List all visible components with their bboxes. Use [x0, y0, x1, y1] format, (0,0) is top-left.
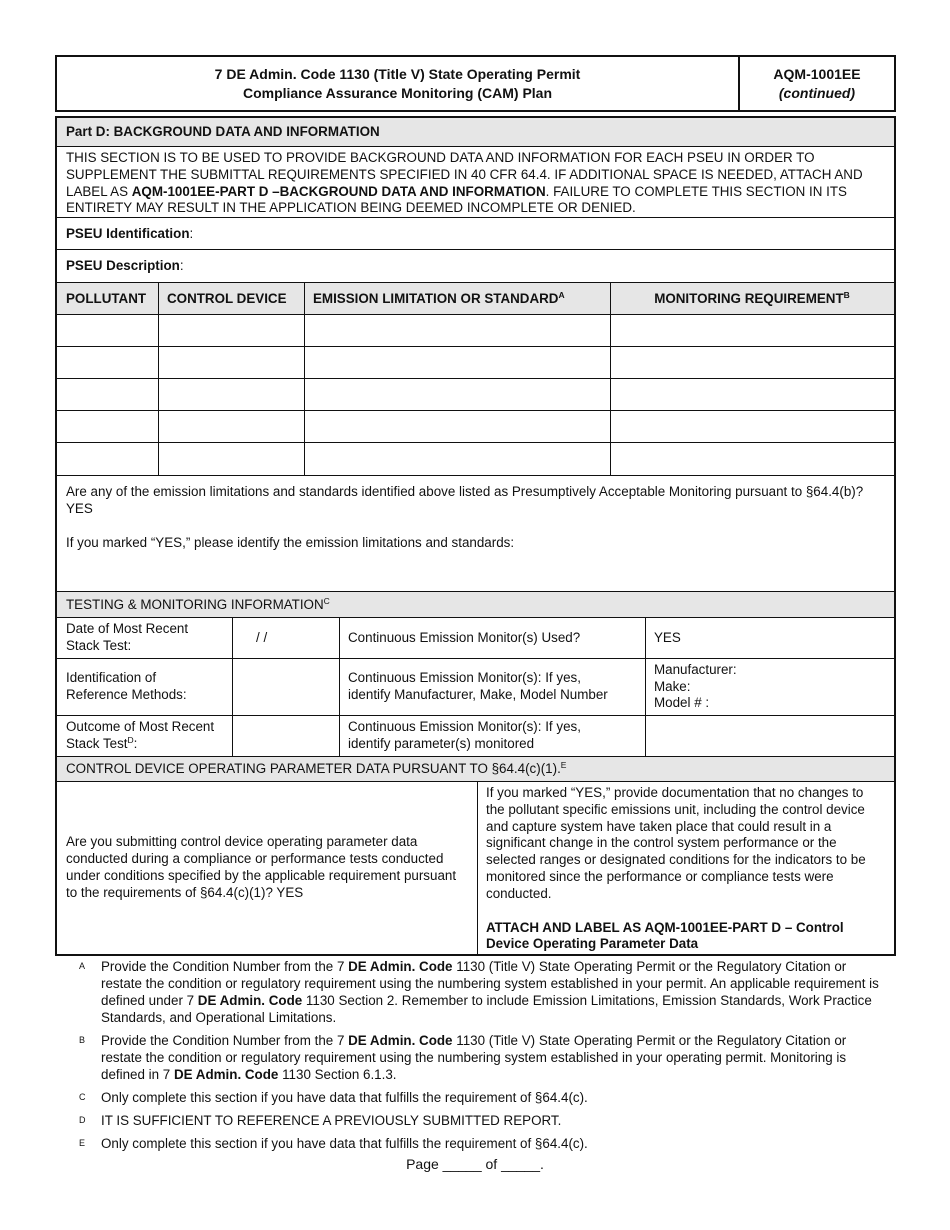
emission-limitation-input[interactable]: [304, 347, 610, 378]
footnote-ref-e: E: [560, 760, 567, 770]
pollutant-input[interactable]: [57, 315, 158, 346]
page-number: Page _____ of _____.: [406, 1156, 544, 1172]
footnote-c-letter: C: [79, 1092, 86, 1102]
pollutant-table-header: [57, 283, 894, 315]
cem-parameters-label-l1: Continuous Emission Monitor(s): If yes,: [348, 719, 581, 735]
stack-test-date-input[interactable]: / /: [256, 629, 268, 645]
footnote-a-text-mid: 1130 (Title V) State Operating Permit or the Regulatory Citation or restate the condition or regulatory requirement using the numbering system established in your permit. An applicable requirement is defined under 7: [101, 959, 879, 1008]
form-header: [55, 55, 896, 112]
footnote-b-code-ref: DE Admin. Code: [348, 1033, 453, 1048]
header-pollutant: [57, 283, 158, 314]
footnote-e: Only complete this section if you have data that fulfills the requirement of §64.4(c).: [101, 1136, 588, 1151]
attach-label-instructions: ATTACH AND LABEL AS AQM-1001EE-PART D – Control Device Operating Parameter Data: [486, 919, 844, 952]
footnote-b-text-end: 1130 Section 6.1.3.: [278, 1067, 397, 1082]
control-device-heading-label: CONTROL DEVICE OPERATING PARAMETER DATA PURSUANT TO §64.4(c)(1).: [66, 761, 561, 776]
footnote-a-code-ref: DE Admin. Code: [348, 959, 453, 974]
emission-limitation-input[interactable]: [304, 315, 610, 346]
footnote-ref-c: C: [323, 596, 330, 606]
footnote-a-letter: A: [79, 961, 86, 971]
monitoring-requirement-input[interactable]: [610, 379, 894, 410]
control-device-heading: [57, 757, 894, 782]
cem-manufacturer-fields: [645, 659, 894, 715]
footnotes: [0, 958, 950, 1218]
footnote-a: [101, 958, 886, 1026]
stack-test-date-row: [57, 618, 894, 659]
footnote-b-code-ref-2: DE Admin. Code: [173, 1067, 279, 1082]
control-device-input[interactable]: [158, 443, 304, 475]
pseu-identification-colon: :: [189, 226, 194, 241]
header-control-device: [158, 283, 304, 314]
reference-methods-label-l1: Identification of: [66, 670, 157, 686]
stack-test-outcome-row: [57, 716, 894, 757]
footnote-ref-d: D: [127, 735, 134, 745]
header-control-device-label: CONTROL DEVICE: [167, 291, 287, 306]
footnote-a-code-ref-2: DE Admin. Code: [197, 993, 303, 1008]
monitoring-requirement-input[interactable]: [610, 315, 894, 346]
manufacturer-field[interactable]: Manufacturer:: [654, 661, 737, 677]
table-row: [57, 443, 894, 476]
footnote-d: IT IS SUFFICIENT TO REFERENCE A PREVIOUSLY SUBMITTED REPORT.: [101, 1113, 562, 1128]
stack-test-outcome-label-l2: Stack Test: [66, 736, 128, 751]
instructions-attach-label: AQM-1001EE-PART D –BACKGROUND DATA AND INFORMATION: [131, 183, 546, 199]
make-field[interactable]: Make:: [654, 678, 691, 694]
cem-manufacturer-label-l1: Continuous Emission Monitor(s): If yes,: [348, 670, 581, 686]
form-continued: (continued): [778, 85, 856, 101]
form-title-line1: 7 DE Admin. Code 1130 (Title V) State Operating Permit: [214, 66, 581, 82]
footnote-a-text: Provide the Condition Number from the 7: [101, 959, 349, 974]
pollutant-input[interactable]: [57, 411, 158, 442]
cem-used-yes[interactable]: YES: [654, 629, 681, 645]
header-emission-limitation-label: EMISSION LIMITATION OR STANDARD: [313, 291, 559, 306]
stack-test-date-label-l2: Stack Test:: [66, 638, 132, 653]
footnote-d-letter: D: [79, 1115, 86, 1125]
stack-test-date-label: [57, 618, 232, 658]
header-pollutant-label: POLLUTANT: [66, 291, 147, 306]
emission-limitation-input[interactable]: [304, 379, 610, 410]
pam-followup[interactable]: If you marked “YES,” please identify the emission limitations and standards:: [66, 534, 515, 550]
pam-question: Are any of the emission limitations and standards identified above listed as Presumptively Acceptable Monitoring pursuant to §64.4(b)? YES: [66, 484, 864, 516]
cem-manufacturer-label-l2: identify Manufacturer, Make, Model Number: [348, 687, 608, 702]
part-d-instructions: [57, 147, 894, 218]
control-device-input[interactable]: [158, 379, 304, 410]
monitoring-requirement-input[interactable]: [610, 443, 894, 475]
header-monitoring-requirement-label: MONITORING REQUIREMENT: [654, 291, 844, 306]
monitoring-requirement-input[interactable]: [610, 411, 894, 442]
emission-limitation-input[interactable]: [304, 411, 610, 442]
footnote-a-text-end: 1130 Section 2. Remember to include Emission Limitations, Emission Standards, Work Practice Standards, and Operational Limitations.: [101, 993, 872, 1025]
part-d-heading: Part D: BACKGROUND DATA AND INFORMATION: [57, 118, 894, 147]
instructions-text-end: . FAILURE TO COMPLETE THIS SECTION IN ITS ENTIRETY MAY RESULT IN THE APPLICATION BEING DEEMED INCOMPLETE OR DENIED.: [66, 183, 847, 216]
footnote-b-text-mid: 1130 (Title V) State Operating Permit or the Regulatory Citation or restate the condition or regulatory requirement using the numbering system established in your operating permit. Monitoring is defined in 7: [101, 1033, 847, 1082]
reference-methods-label: [57, 659, 232, 715]
pseu-description-label: PSEU Description: [66, 258, 180, 273]
reference-methods-label-l2: Reference Methods:: [66, 687, 187, 702]
control-device-input[interactable]: [158, 411, 304, 442]
cem-parameters-label: [339, 716, 645, 756]
control-device-input[interactable]: [158, 315, 304, 346]
pollutant-input[interactable]: [57, 443, 158, 475]
yes-instructions-text: If you marked “YES,” provide documentation that no changes to the pollutant specific emissions unit, including the control device and capture system have taken place that could result in a significant change in the control system performance or the selected ranges or designated conditions for the indicators to be monitored since the performance or compliance tests were conducted.: [486, 785, 866, 901]
table-row: [57, 347, 894, 379]
control-device-question: Are you submitting control device operating parameter data conducted during a compliance or performance tests conducted under conditions specified by the applicable requirement pursuant to the requirements of §64.4(c)(1)? YES: [66, 834, 457, 900]
stack-test-date-label-l1: Date of Most Recent: [66, 621, 189, 637]
table-row: [57, 411, 894, 443]
pseu-description-colon: :: [179, 258, 184, 273]
footnote-ref-b: B: [843, 290, 850, 300]
control-device-input[interactable]: [158, 347, 304, 378]
part-d-form: [55, 116, 896, 956]
testing-heading: [57, 592, 894, 618]
pollutant-input[interactable]: [57, 379, 158, 410]
table-row: [57, 379, 894, 411]
header-emission-limitation: [304, 283, 610, 314]
form-id-box: [740, 57, 894, 110]
pseu-identification-field[interactable]: [57, 218, 894, 250]
form-title-line2: Compliance Assurance Monitoring (CAM) Plan: [242, 85, 553, 101]
stack-test-outcome-input[interactable]: [232, 716, 339, 756]
footnote-b-text: Provide the Condition Number from the 7: [101, 1033, 349, 1048]
model-number-field[interactable]: Model # :: [654, 695, 710, 711]
cem-parameters-label-l2: identify parameter(s) monitored: [348, 736, 535, 751]
form-id: AQM-1001EE: [773, 66, 861, 82]
cem-parameters-input[interactable]: [645, 716, 894, 756]
reference-methods-input[interactable]: [232, 659, 339, 715]
stack-test-outcome-label: [57, 716, 232, 756]
stack-test-outcome-label-l1: Outcome of Most Recent: [66, 719, 215, 735]
cem-used-label: Continuous Emission Monitor(s) Used?: [348, 629, 581, 645]
footnote-ref-a: A: [558, 290, 565, 300]
footnote-b-letter: B: [79, 1035, 86, 1045]
form-title: [57, 57, 740, 110]
pam-section: [57, 476, 894, 592]
control-device-yes-instructions: [477, 782, 894, 954]
footnote-b: [101, 1032, 886, 1083]
emission-limitation-input[interactable]: [304, 443, 610, 475]
instructions-text: THIS SECTION IS TO BE USED TO PROVIDE BACKGROUND DATA AND INFORMATION FOR EACH PSEU IN ORDER TO SUPPLEMENT THE SUBMITTAL REQUIREMENTS SPECIFIED IN 40 CFR 64.4. IF ADDITIONAL SPACE IS NEEDED, ATTACH AND LABEL AS: [66, 150, 863, 199]
control-device-section: [57, 782, 894, 954]
table-row: [57, 315, 894, 347]
stack-test-outcome-colon: :: [133, 736, 138, 751]
reference-methods-row: [57, 659, 894, 716]
pseu-description-field[interactable]: [57, 250, 894, 283]
footnote-e-letter: E: [79, 1138, 86, 1148]
pseu-identification-label: PSEU Identification: [66, 226, 190, 241]
testing-heading-label: TESTING & MONITORING INFORMATION: [66, 597, 324, 612]
header-monitoring-requirement: [610, 283, 894, 314]
footnote-c: Only complete this section if you have data that fulfills the requirement of §64.4(c).: [101, 1090, 588, 1105]
cem-manufacturer-label: [339, 659, 645, 715]
monitoring-requirement-input[interactable]: [610, 347, 894, 378]
pollutant-input[interactable]: [57, 347, 158, 378]
